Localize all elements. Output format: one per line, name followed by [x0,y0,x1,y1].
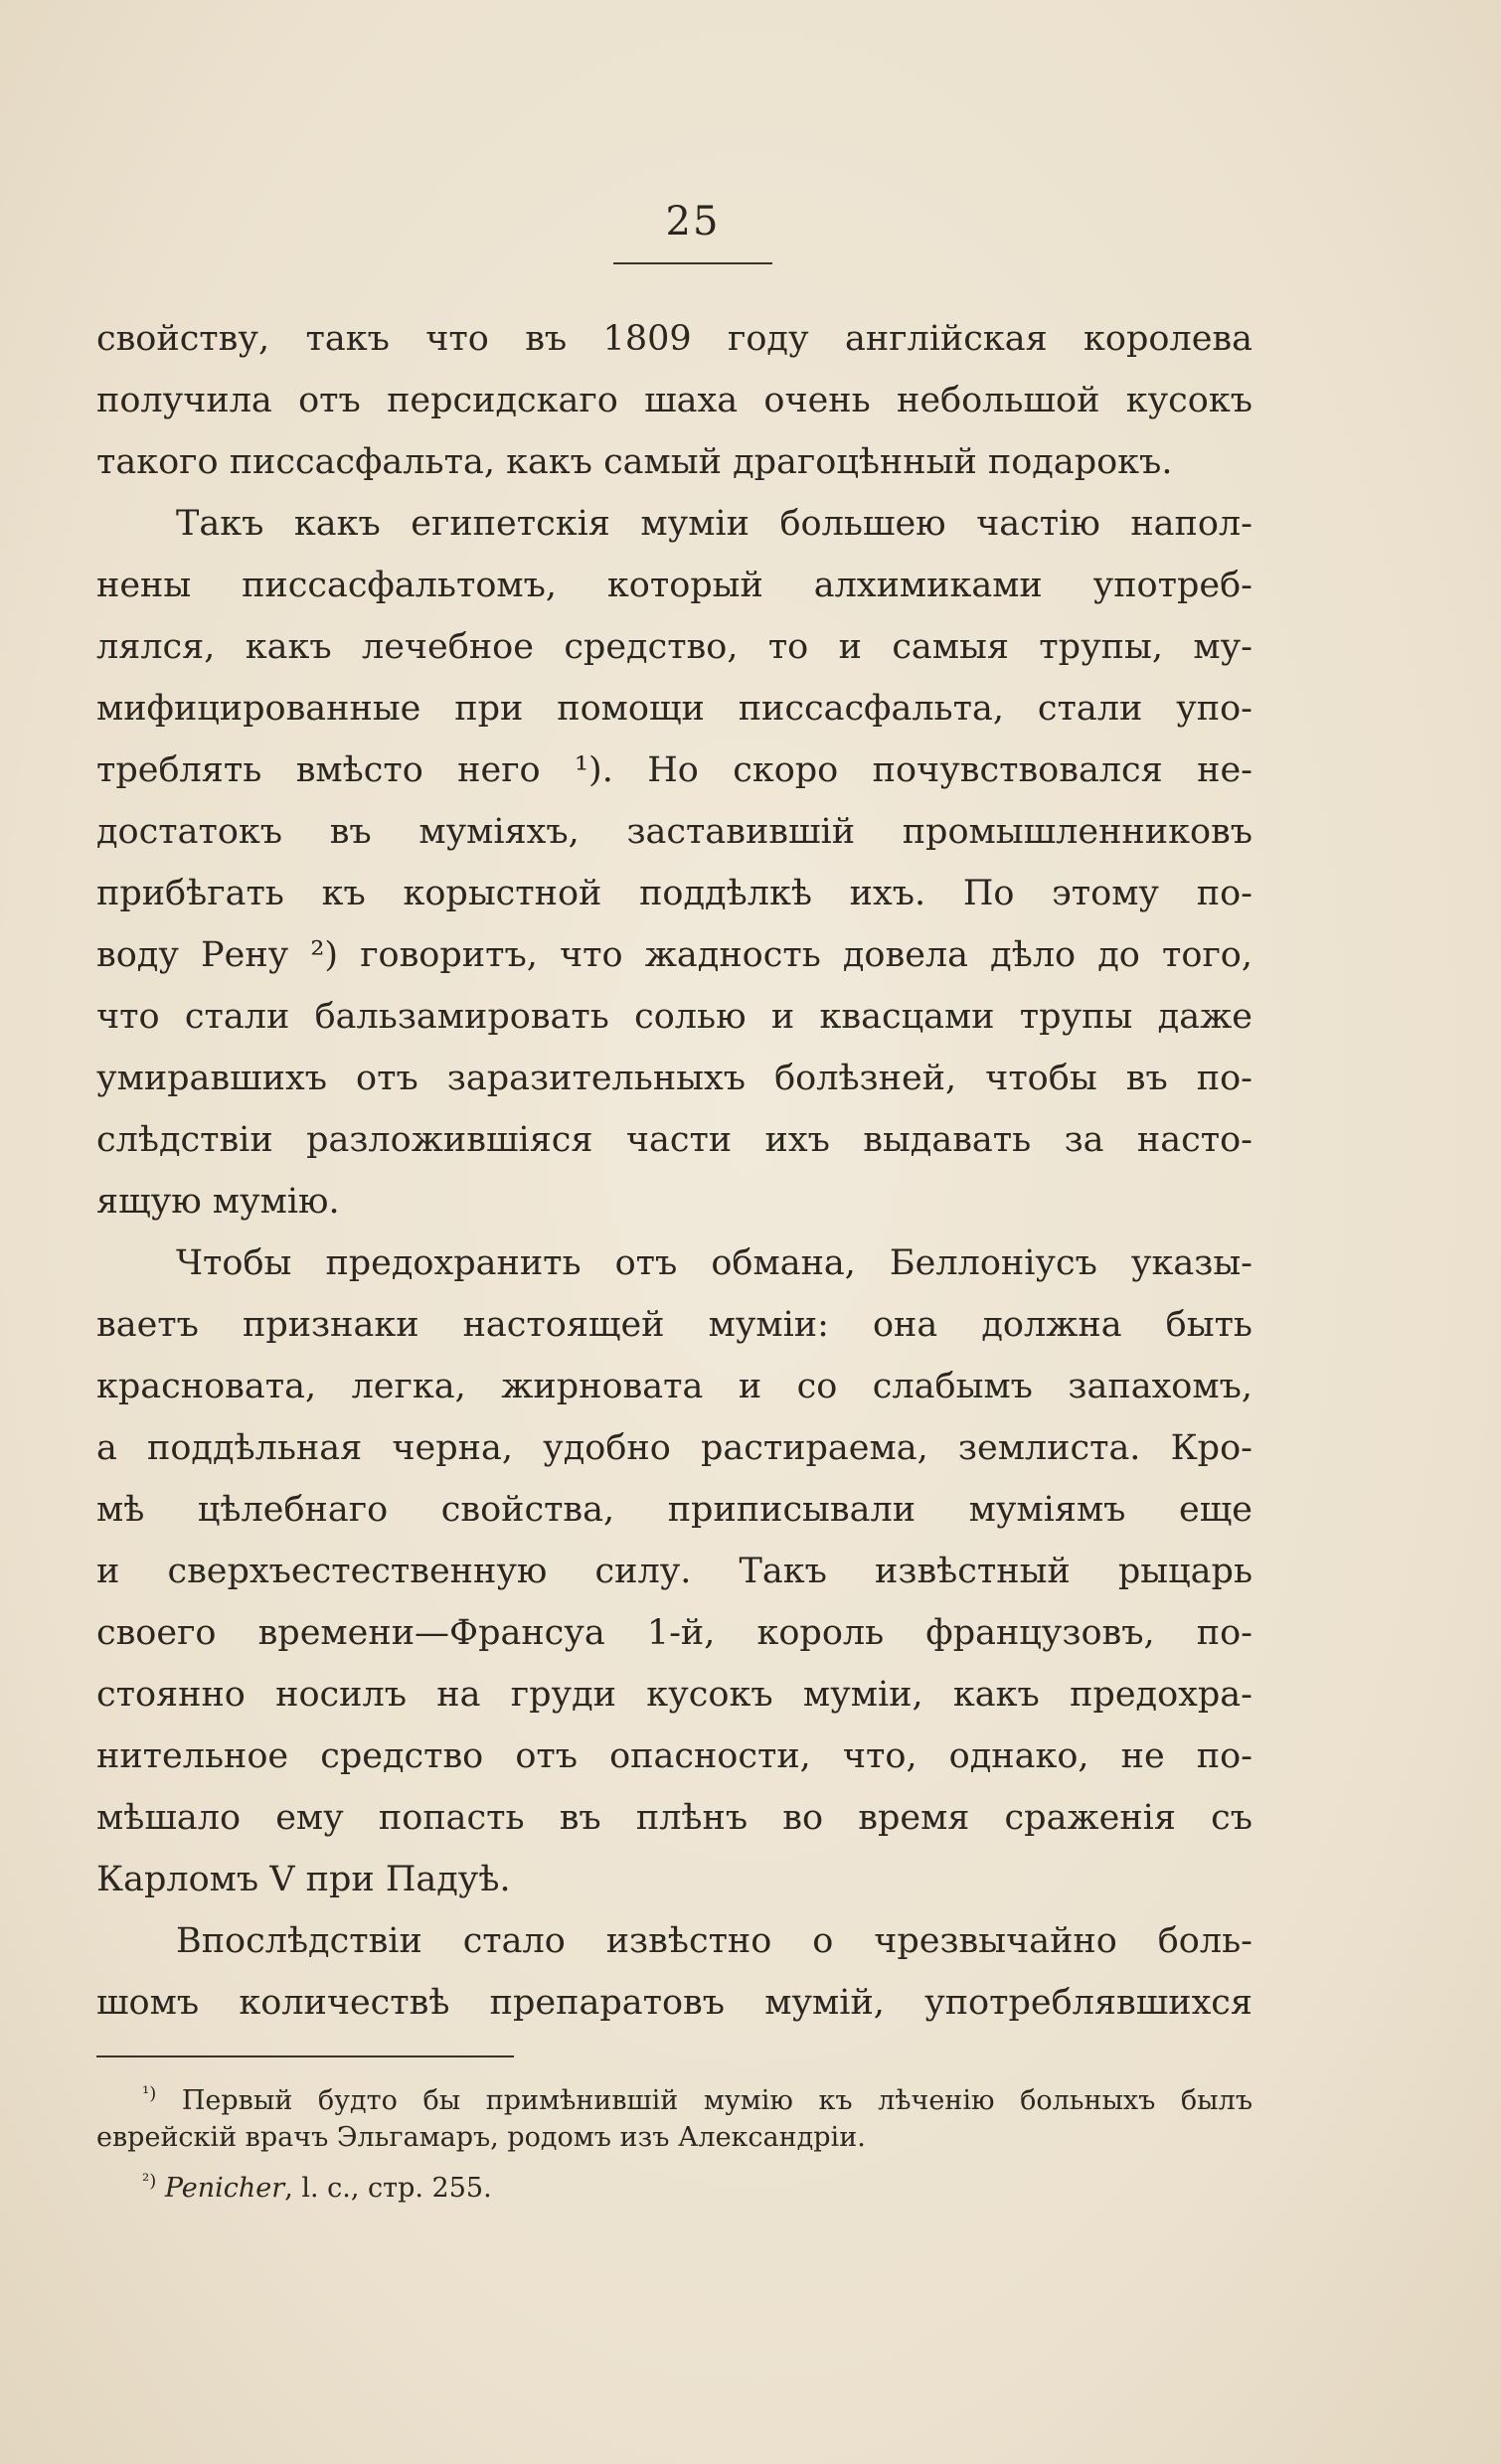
text-line: воду Рену ²) говоритъ, что жадность довела дѣло до того, [96,935,1252,975]
text-line: Впослѣдствіи стало извѣстно о чрезвычайно боль- [176,1921,1252,1961]
footnote-text: , l. c., стр. 255. [284,2173,492,2204]
text-line: получила отъ персидскаго шаха очень небольшой кусокъ [96,381,1252,420]
text-line: нены писсасфальтомъ, который алхимиками употреб- [96,566,1252,605]
text-line: что стали бальзамировать солью и квасцами трупы даже [96,997,1252,1037]
text-line: Такъ какъ египетскія муміи большею частію напол- [176,504,1252,544]
text-line: и сверхъестественную силу. Такъ извѣстный рыцарь [96,1552,1252,1591]
footnote-mark: ¹) [142,2083,157,2104]
text-line: прибѣгать къ корыстной поддѣлкѣ ихъ. По этому по- [96,874,1252,913]
page-number-rule [613,262,772,264]
text-line: слѣдствіи разложившіяся части ихъ выдавать за насто- [96,1120,1252,1160]
page-number: 25 [665,199,721,245]
text-line: а поддѣльная черна, удобно растираема, землиста. Кро- [96,1428,1252,1468]
footnote-mark: ²) [142,2171,157,2192]
text-line: Карломъ V при Падуѣ. [96,1860,511,1899]
text-line: умиравшихъ отъ заразительныхъ болѣзней, чтобы въ по- [96,1059,1252,1098]
footnotes [96,2072,1252,2204]
text-line: стоянно носилъ на груди кусокъ муміи, какъ предохра- [96,1675,1252,1715]
text-line: лялся, какъ лечебное средство, то и самыя трупы, му- [96,627,1252,667]
text-line: Чтобы предохранить отъ обмана, Беллоніусъ указы- [176,1243,1252,1283]
text-line: свойству, такъ что въ 1809 году англійская королева [96,319,1252,359]
footnote-2 [96,2160,1252,2204]
footnote-text: Первый будто бы примѣнившій мумію къ лѣченію больныхъ былъ [181,2085,1252,2116]
text-line: достатокъ въ муміяхъ, заставившій промышленниковъ [96,812,1252,852]
text-line: мѣшало ему попасть въ плѣнъ во время сраженія съ [96,1798,1252,1838]
body-text [96,308,1252,2034]
text-line: шомъ количествѣ препаратовъ мумій, употреблявшихся [96,1983,1252,2023]
text-line: ваетъ признаки настоящей муміи: она должна быть [96,1305,1252,1345]
text-line: нительное средство отъ опасности, что, однако, не по- [96,1736,1252,1776]
footnote-1 [96,2072,1252,2116]
footnote-rule [96,2055,514,2057]
footnote-author: Penicher [164,2173,285,2204]
text-line: мѣ цѣлебнаго свойства, приписывали муміямъ еще [96,1490,1252,1530]
text-line: мифицированные при помощи писсасфальта, стали упо- [96,689,1252,729]
text-line: красновата, легка, жирновата и со слабымъ запахомъ, [96,1367,1252,1406]
text-line: треблять вмѣсто него ¹). Но скоро почувствовался не- [96,750,1252,790]
text-line: ящую мумію. [96,1182,340,1222]
text-line: такого писсасфальта, какъ самый драгоцѣнный подарокъ. [96,442,1173,482]
footnote-1-continued: еврейскій врачъ Эльгамаръ, родомъ изъ Александріи. [96,2122,866,2153]
text-line: своего времени—Франсуа 1-й, король французовъ, по- [96,1613,1252,1653]
